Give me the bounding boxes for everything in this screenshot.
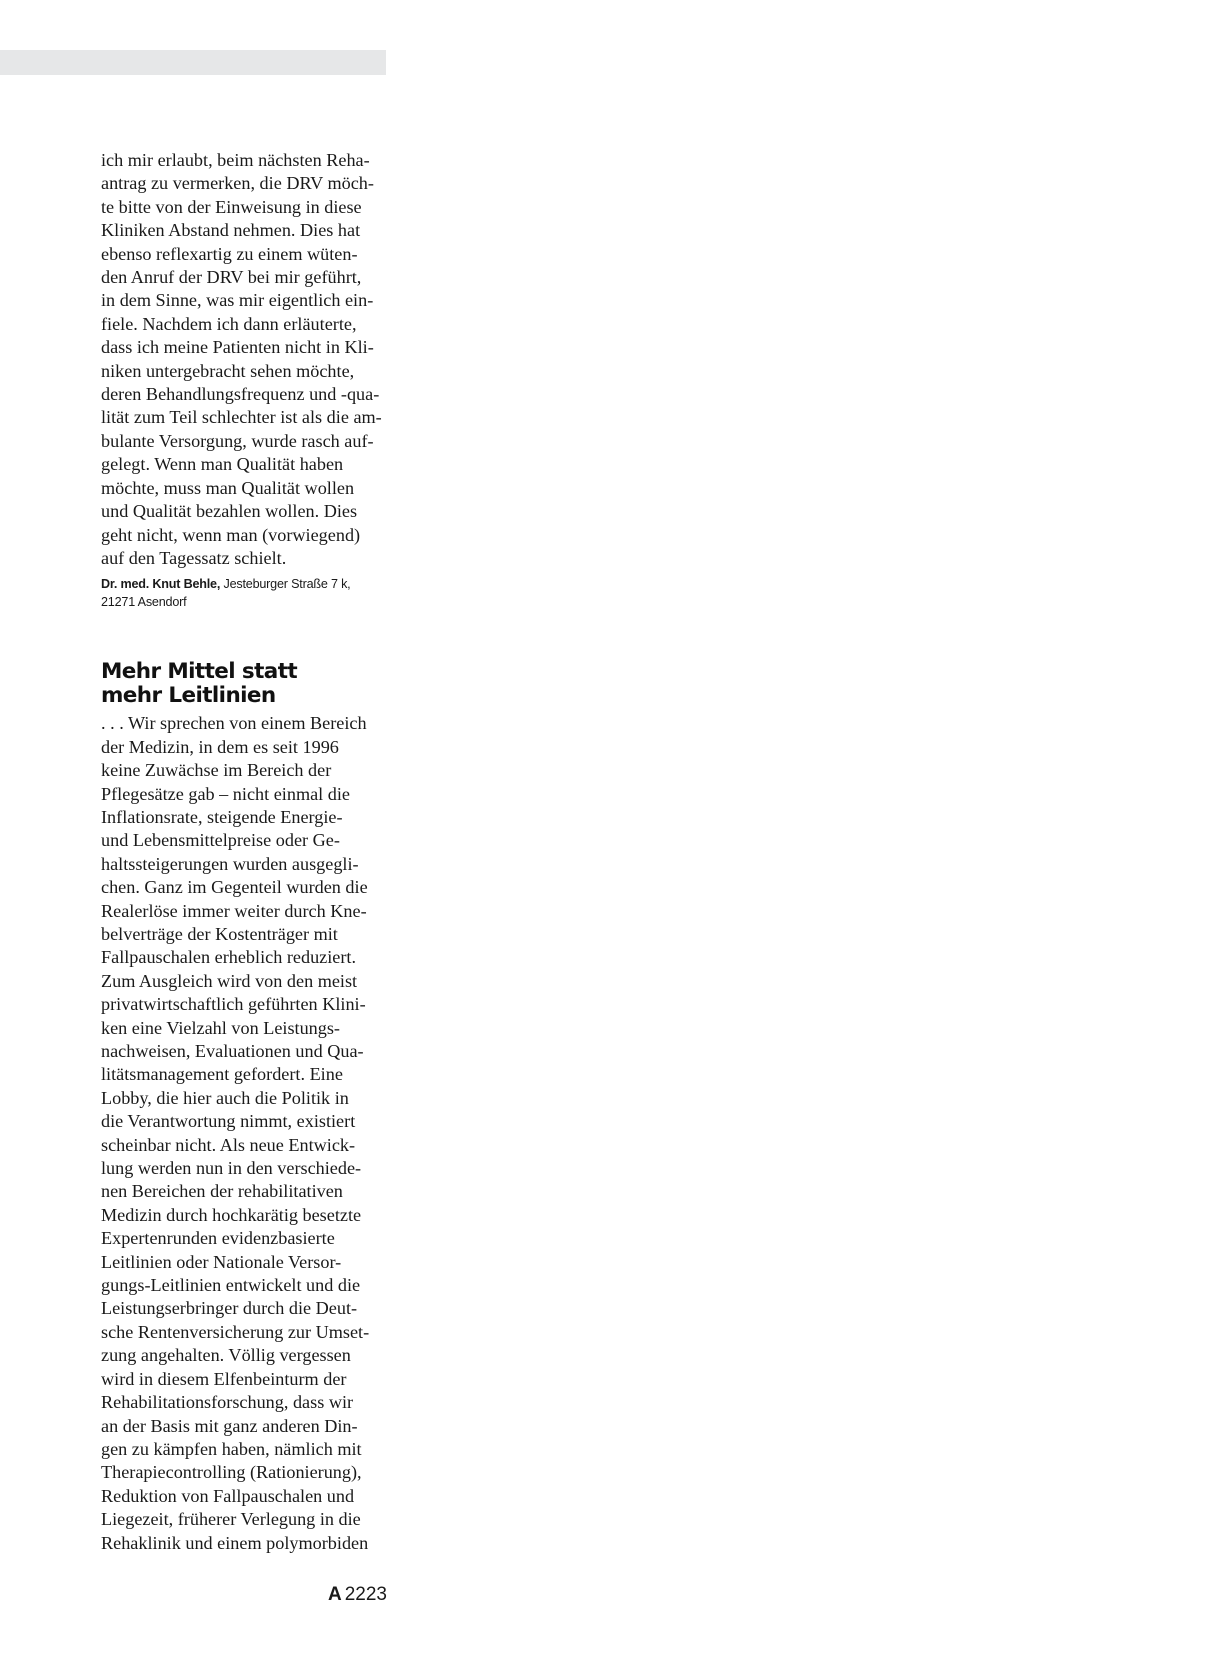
page-prefix: A [327, 1584, 342, 1605]
author-signature [101, 576, 385, 611]
letter-body-2: . . . Wir sprechen von einem Bereich der Medizin, in dem es seit 1996 keine Zuwächse im Bereich der Pflegesätze gab – nicht einmal die Inflationsrate, steigende Energie- und Lebensmittelpreise oder Ge- haltssteigerungen wurden ausgegli- chen. Ganz im Gegenteil wurden die Realerlöse immer weiter durch Kne- belverträge der Kostenträger mit Fallpauschalen erheblich reduziert. Zum Ausgleich wird von den meist privatwirtschaftlich geführten Klini- ken eine Vielzahl von Leistungs- nachweisen, Evaluationen und Qua- litätsmanagement gefordert. Eine Lobby, die hier auch die Politik in die Verantwortung nimmt, existiert scheinbar nicht. Als neue Entwick- lung werden nun in den verschiede- nen Bereichen der rehabilitativen Medizin durch hochkarätig besetzte Expertenrunden evidenzbasierte Leitlinien oder Nationale Versor- gungs-Leitlinien entwickelt und die Leistungserbringer durch die Deut- sche Rentenversicherung zur Umset- zung angehalten. Völlig vergessen wird in diesem Elfenbeinturm der Rehabilitationsforschung, dass wir an der Basis mit ganz anderen Din- gen zu kämpfen haben, nämlich mit Therapiecontrolling (Rationierung), Reduktion von Fallpauschalen und Liegezeit, früherer Verlegung in die Rehaklinik und einem polymorbiden [101, 713, 370, 1553]
page-number [328, 1584, 387, 1606]
header-bar [0, 50, 386, 75]
text-column [101, 149, 385, 1555]
letter-heading-2: Mehr Mittel statt mehr Leitlinien [101, 659, 298, 709]
author-name: Dr. med. Knut Behle, [101, 577, 221, 592]
author-address: Jesteburger Straße 7 k, 21271 Asendorf [101, 577, 351, 609]
letter-body-1: ich mir erlaubt, beim nächsten Reha- antrag zu vermerken, die DRV möch- te bitte von der Einweisung in diese Kliniken Abstand nehmen. Dies hat ebenso reflexartig zu einem wüten- den Anruf der DRV bei mir geführt, in dem Sinne, was mir eigentlich ein- fiele. Nachdem ich dann erläuterte, dass ich meine Patienten nicht in Kli- niken untergebracht sehen möchte, deren Behandlungsfrequenz und -qua- lität zum Teil schlechter ist als die am- bulante Versorgung, wurde rasch auf- gelegt. Wenn man Qualität haben möchte, muss man Qualität wollen und Qualität bezahlen wollen. Dies geht nicht, wenn man (vorwiegend) auf den Tagessatz schielt. [101, 150, 382, 568]
page-number-value: 2223 [344, 1584, 387, 1605]
